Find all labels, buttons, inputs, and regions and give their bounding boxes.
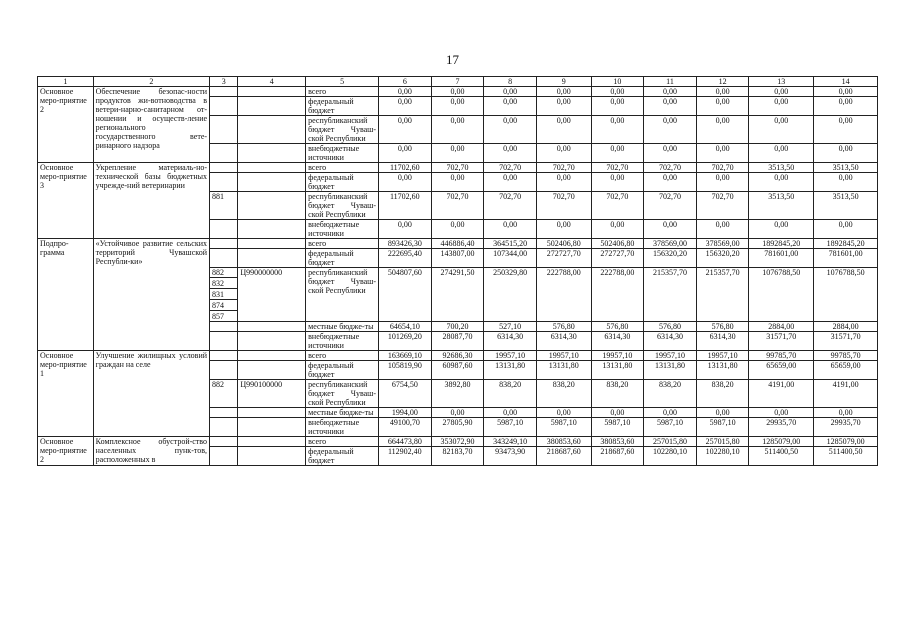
amount-cell: 222695,40 xyxy=(379,249,432,268)
amount-cell: 156320,20 xyxy=(696,249,749,268)
amount-cell: 838,20 xyxy=(536,380,591,408)
column-header-1: 1 xyxy=(38,77,94,87)
amount-cell: 99785,70 xyxy=(814,351,878,361)
department-code xyxy=(210,322,238,332)
amount-cell: 3513,50 xyxy=(814,192,878,220)
column-header-10: 10 xyxy=(591,77,644,87)
target-code xyxy=(238,173,306,192)
amount-cell: 0,00 xyxy=(536,97,591,116)
measure-name: Основное меро-приятие 3 xyxy=(38,163,94,239)
amount-cell: 0,00 xyxy=(484,408,537,418)
amount-cell: 143807,00 xyxy=(431,249,484,268)
funding-source: всего xyxy=(306,351,379,361)
amount-cell: 0,00 xyxy=(536,220,591,239)
table-row xyxy=(38,239,878,249)
amount-cell: 218687,60 xyxy=(536,447,591,466)
column-header-12: 12 xyxy=(696,77,749,87)
amount-cell: 0,00 xyxy=(591,116,644,144)
measure-description: Комплексное обустрой-ство населенных пунк-тов, расположенных в xyxy=(93,437,209,466)
amount-cell: 0,00 xyxy=(749,144,814,163)
amount-cell: 0,00 xyxy=(379,144,432,163)
amount-cell: 6314,30 xyxy=(591,332,644,351)
funding-source: всего xyxy=(306,163,379,173)
amount-cell: 0,00 xyxy=(696,220,749,239)
amount-cell: 105819,90 xyxy=(379,361,432,380)
column-header-5: 5 xyxy=(306,77,379,87)
amount-cell: 6754,50 xyxy=(379,380,432,408)
department-code xyxy=(210,447,238,466)
amount-cell: 380853,60 xyxy=(591,437,644,447)
target-code xyxy=(238,322,306,332)
amount-cell: 107344,00 xyxy=(484,249,537,268)
amount-cell: 6314,30 xyxy=(644,332,697,351)
target-code xyxy=(238,144,306,163)
amount-cell: 102280,10 xyxy=(644,447,697,466)
amount-cell: 702,70 xyxy=(696,163,749,173)
amount-cell: 19957,10 xyxy=(591,351,644,361)
department-code-value: 882 xyxy=(212,268,225,277)
target-code: Ц990100000 xyxy=(238,380,306,408)
measure-name: Подпро-грамма xyxy=(38,239,94,351)
amount-cell: 0,00 xyxy=(379,87,432,97)
amount-cell: 838,20 xyxy=(484,380,537,408)
measure-description: Обеспечение безопас-ности продуктов жи-вотноводства в ветери-нарно-санитарном от-ношении и осуществ-ление регионального государственного вете-ринарного надзора xyxy=(93,87,209,163)
funding-source: федеральный бюджет xyxy=(306,97,379,116)
department-code-value: 832 xyxy=(210,277,237,288)
amount-cell: 702,70 xyxy=(591,163,644,173)
amount-cell: 446886,40 xyxy=(431,239,484,249)
target-code xyxy=(238,116,306,144)
amount-cell: 65659,00 xyxy=(749,361,814,380)
target-code xyxy=(238,239,306,249)
amount-cell: 1994,00 xyxy=(379,408,432,418)
department-code-value: 881 xyxy=(212,192,225,201)
amount-cell: 0,00 xyxy=(431,173,484,192)
funding-source: федеральный бюджет xyxy=(306,361,379,380)
department-code xyxy=(210,239,238,249)
funding-source: всего xyxy=(306,437,379,447)
amount-cell: 0,00 xyxy=(536,408,591,418)
amount-cell: 0,00 xyxy=(644,408,697,418)
funding-source: внебюджетные источники xyxy=(306,418,379,437)
amount-cell: 3513,50 xyxy=(749,163,814,173)
amount-cell: 0,00 xyxy=(696,144,749,163)
target-code xyxy=(238,163,306,173)
amount-cell: 215357,70 xyxy=(696,268,749,322)
amount-cell: 60987,60 xyxy=(431,361,484,380)
amount-cell: 0,00 xyxy=(484,87,537,97)
department-code xyxy=(210,418,238,437)
amount-cell: 13131,80 xyxy=(591,361,644,380)
amount-cell: 29935,70 xyxy=(749,418,814,437)
amount-cell: 0,00 xyxy=(484,116,537,144)
amount-cell: 502406,80 xyxy=(536,239,591,249)
amount-cell: 2884,00 xyxy=(749,322,814,332)
amount-cell: 5987,10 xyxy=(696,418,749,437)
amount-cell: 6314,30 xyxy=(696,332,749,351)
amount-cell: 838,20 xyxy=(696,380,749,408)
funding-source: республиканский бюджет Чуваш-ской Республики xyxy=(306,380,379,408)
column-header-3: 3 xyxy=(210,77,238,87)
column-header-6: 6 xyxy=(379,77,432,87)
amount-cell: 0,00 xyxy=(814,87,878,97)
department-code xyxy=(210,380,238,408)
amount-cell: 99785,70 xyxy=(749,351,814,361)
amount-cell: 364515,20 xyxy=(484,239,537,249)
amount-cell: 0,00 xyxy=(814,408,878,418)
amount-cell: 5987,10 xyxy=(536,418,591,437)
amount-cell: 702,70 xyxy=(644,163,697,173)
amount-cell: 0,00 xyxy=(591,408,644,418)
amount-cell: 0,00 xyxy=(484,97,537,116)
amount-cell: 664473,80 xyxy=(379,437,432,447)
amount-cell: 576,80 xyxy=(644,322,697,332)
funding-source: местные бюдже-ты xyxy=(306,322,379,332)
department-code xyxy=(210,192,238,220)
amount-cell: 257015,80 xyxy=(644,437,697,447)
amount-cell: 502406,80 xyxy=(591,239,644,249)
amount-cell: 343249,10 xyxy=(484,437,537,447)
funding-source: всего xyxy=(306,239,379,249)
amount-cell: 4191,00 xyxy=(814,380,878,408)
amount-cell: 0,00 xyxy=(591,87,644,97)
amount-cell: 0,00 xyxy=(814,97,878,116)
amount-cell: 3513,50 xyxy=(749,192,814,220)
funding-source: внебюджетные источники xyxy=(306,332,379,351)
amount-cell: 49100,70 xyxy=(379,418,432,437)
amount-cell: 378569,00 xyxy=(644,239,697,249)
amount-cell: 112902,40 xyxy=(379,447,432,466)
amount-cell: 11702,60 xyxy=(379,163,432,173)
amount-cell: 0,00 xyxy=(591,173,644,192)
department-code-value: 882 xyxy=(212,380,225,389)
column-header-13: 13 xyxy=(749,77,814,87)
amount-cell: 0,00 xyxy=(814,220,878,239)
amount-cell: 0,00 xyxy=(484,144,537,163)
amount-cell: 0,00 xyxy=(749,220,814,239)
amount-cell: 257015,80 xyxy=(696,437,749,447)
amount-cell: 28087,70 xyxy=(431,332,484,351)
amount-cell: 0,00 xyxy=(749,97,814,116)
funding-source: республиканский бюджет Чуваш-ской Республики xyxy=(306,268,379,322)
column-header-8: 8 xyxy=(484,77,537,87)
amount-cell: 702,70 xyxy=(431,192,484,220)
department-code xyxy=(210,437,238,447)
target-code xyxy=(238,249,306,268)
funding-source: всего xyxy=(306,87,379,97)
amount-cell: 0,00 xyxy=(591,97,644,116)
column-header-7: 7 xyxy=(431,77,484,87)
amount-cell: 380853,60 xyxy=(536,437,591,447)
measure-name: Основное меро-приятие 2 xyxy=(38,87,94,163)
amount-cell: 0,00 xyxy=(431,116,484,144)
amount-cell: 0,00 xyxy=(431,144,484,163)
amount-cell: 0,00 xyxy=(536,87,591,97)
target-code xyxy=(238,408,306,418)
column-header-11: 11 xyxy=(644,77,697,87)
amount-cell: 702,70 xyxy=(644,192,697,220)
funding-source: внебюджетные источники xyxy=(306,144,379,163)
department-code xyxy=(210,144,238,163)
amount-cell: 0,00 xyxy=(484,173,537,192)
column-header-2: 2 xyxy=(93,77,209,87)
amount-cell: 702,70 xyxy=(536,192,591,220)
amount-cell: 378569,00 xyxy=(696,239,749,249)
amount-cell: 0,00 xyxy=(644,87,697,97)
amount-cell: 0,00 xyxy=(644,97,697,116)
amount-cell: 19957,10 xyxy=(644,351,697,361)
amount-cell: 163669,10 xyxy=(379,351,432,361)
amount-cell: 838,20 xyxy=(591,380,644,408)
amount-cell: 0,00 xyxy=(431,220,484,239)
amount-cell: 0,00 xyxy=(749,87,814,97)
amount-cell: 19957,10 xyxy=(484,351,537,361)
amount-cell: 82183,70 xyxy=(431,447,484,466)
amount-cell: 64654,10 xyxy=(379,322,432,332)
amount-cell: 274291,50 xyxy=(431,268,484,322)
department-code xyxy=(210,249,238,268)
column-header-4: 4 xyxy=(238,77,306,87)
amount-cell: 0,00 xyxy=(644,220,697,239)
amount-cell: 4191,00 xyxy=(749,380,814,408)
amount-cell: 576,80 xyxy=(536,322,591,332)
amount-cell: 5987,10 xyxy=(644,418,697,437)
amount-cell: 101269,20 xyxy=(379,332,432,351)
funding-source: федеральный бюджет xyxy=(306,447,379,466)
amount-cell: 1285079,00 xyxy=(814,437,878,447)
amount-cell: 222788,00 xyxy=(536,268,591,322)
amount-cell: 576,80 xyxy=(591,322,644,332)
amount-cell: 0,00 xyxy=(379,116,432,144)
department-code xyxy=(210,220,238,239)
amount-cell: 0,00 xyxy=(696,408,749,418)
column-header-14: 14 xyxy=(814,77,878,87)
amount-cell: 702,70 xyxy=(484,163,537,173)
amount-cell: 3513,50 xyxy=(814,163,878,173)
measure-description: Укрепление материаль-но-технической базы бюджетных учрежде-ний ветеринарии xyxy=(93,163,209,239)
department-code xyxy=(210,116,238,144)
amount-cell: 0,00 xyxy=(814,144,878,163)
amount-cell: 0,00 xyxy=(814,173,878,192)
funding-source: федеральный бюджет xyxy=(306,173,379,192)
funding-source: федеральный бюджет xyxy=(306,249,379,268)
target-code xyxy=(238,87,306,97)
amount-cell: 702,70 xyxy=(591,192,644,220)
table-row xyxy=(38,351,878,361)
amount-cell: 353072,90 xyxy=(431,437,484,447)
target-code: Ц990000000 xyxy=(238,268,306,322)
department-code-value: 857 xyxy=(210,310,237,321)
amount-cell: 218687,60 xyxy=(591,447,644,466)
amount-cell: 0,00 xyxy=(431,87,484,97)
amount-cell: 0,00 xyxy=(536,116,591,144)
amount-cell: 65659,00 xyxy=(814,361,878,380)
amount-cell: 156320,20 xyxy=(644,249,697,268)
target-code xyxy=(238,418,306,437)
amount-cell: 3892,80 xyxy=(431,380,484,408)
amount-cell: 1076788,50 xyxy=(749,268,814,322)
target-code xyxy=(238,220,306,239)
amount-cell: 31571,70 xyxy=(749,332,814,351)
measure-name: Основное меро-приятие 2 xyxy=(38,437,94,466)
department-code xyxy=(210,332,238,351)
target-code xyxy=(238,97,306,116)
amount-cell: 0,00 xyxy=(644,173,697,192)
amount-cell: 702,70 xyxy=(696,192,749,220)
header-row xyxy=(38,77,878,87)
amount-cell: 102280,10 xyxy=(696,447,749,466)
amount-cell: 0,00 xyxy=(379,97,432,116)
amount-cell: 92686,30 xyxy=(431,351,484,361)
table-row xyxy=(38,87,878,97)
amount-cell: 19957,10 xyxy=(536,351,591,361)
amount-cell: 5987,10 xyxy=(591,418,644,437)
amount-cell: 1892845,20 xyxy=(749,239,814,249)
amount-cell: 1892845,20 xyxy=(814,239,878,249)
amount-cell: 0,00 xyxy=(644,144,697,163)
amount-cell: 702,70 xyxy=(431,163,484,173)
amount-cell: 2884,00 xyxy=(814,322,878,332)
amount-cell: 0,00 xyxy=(379,173,432,192)
amount-cell: 215357,70 xyxy=(644,268,697,322)
department-code-value: 831 xyxy=(210,288,237,299)
amount-cell: 0,00 xyxy=(431,408,484,418)
department-code xyxy=(210,97,238,116)
amount-cell: 29935,70 xyxy=(814,418,878,437)
amount-cell: 5987,10 xyxy=(484,418,537,437)
amount-cell: 27805,90 xyxy=(431,418,484,437)
amount-cell: 781601,00 xyxy=(814,249,878,268)
department-code xyxy=(210,408,238,418)
amount-cell: 6314,30 xyxy=(484,332,537,351)
budget-table xyxy=(37,76,878,466)
amount-cell: 0,00 xyxy=(591,220,644,239)
department-code xyxy=(210,87,238,97)
amount-cell: 250329,80 xyxy=(484,268,537,322)
amount-cell: 1076788,50 xyxy=(814,268,878,322)
department-code-value: 874 xyxy=(210,299,237,310)
amount-cell: 11702,60 xyxy=(379,192,432,220)
amount-cell: 0,00 xyxy=(536,173,591,192)
amount-cell: 0,00 xyxy=(749,173,814,192)
amount-cell: 0,00 xyxy=(431,97,484,116)
amount-cell: 504807,60 xyxy=(379,268,432,322)
target-code xyxy=(238,332,306,351)
amount-cell: 0,00 xyxy=(484,220,537,239)
amount-cell: 511400,50 xyxy=(814,447,878,466)
department-code xyxy=(210,173,238,192)
amount-cell: 13131,80 xyxy=(536,361,591,380)
amount-cell: 6314,30 xyxy=(536,332,591,351)
amount-cell: 700,20 xyxy=(431,322,484,332)
funding-source: местные бюдже-ты xyxy=(306,408,379,418)
amount-cell: 222788,00 xyxy=(591,268,644,322)
amount-cell: 31571,70 xyxy=(814,332,878,351)
column-header-9: 9 xyxy=(536,77,591,87)
amount-cell: 511400,50 xyxy=(749,447,814,466)
amount-cell: 0,00 xyxy=(536,144,591,163)
measure-name: Основное меро-приятие 1 xyxy=(38,351,94,437)
amount-cell: 0,00 xyxy=(591,144,644,163)
target-code xyxy=(238,351,306,361)
amount-cell: 0,00 xyxy=(379,220,432,239)
target-code xyxy=(238,192,306,220)
amount-cell: 893426,30 xyxy=(379,239,432,249)
amount-cell: 13131,80 xyxy=(696,361,749,380)
amount-cell: 272727,70 xyxy=(536,249,591,268)
department-code xyxy=(210,163,238,173)
amount-cell: 1285079,00 xyxy=(749,437,814,447)
amount-cell: 527,10 xyxy=(484,322,537,332)
funding-source: внебюджетные источники xyxy=(306,220,379,239)
amount-cell: 272727,70 xyxy=(591,249,644,268)
page-number: 17 xyxy=(446,52,459,67)
funding-source: республиканский бюджет Чуваш-ской Республики xyxy=(306,192,379,220)
amount-cell: 576,80 xyxy=(696,322,749,332)
amount-cell: 0,00 xyxy=(696,87,749,97)
amount-cell: 0,00 xyxy=(644,116,697,144)
table-row xyxy=(38,437,878,447)
amount-cell: 93473,90 xyxy=(484,447,537,466)
funding-source: республиканский бюджет Чуваш-ской Республики xyxy=(306,116,379,144)
amount-cell: 19957,10 xyxy=(696,351,749,361)
amount-cell: 781601,00 xyxy=(749,249,814,268)
amount-cell: 13131,80 xyxy=(484,361,537,380)
amount-cell: 0,00 xyxy=(696,173,749,192)
amount-cell: 702,70 xyxy=(536,163,591,173)
amount-cell: 0,00 xyxy=(696,116,749,144)
amount-cell: 13131,80 xyxy=(644,361,697,380)
amount-cell: 0,00 xyxy=(814,116,878,144)
amount-cell: 0,00 xyxy=(696,97,749,116)
table-row xyxy=(38,163,878,173)
amount-cell: 702,70 xyxy=(484,192,537,220)
measure-description: Улучшение жилищных условий граждан на селе xyxy=(93,351,209,437)
amount-cell: 0,00 xyxy=(749,408,814,418)
department-code xyxy=(210,351,238,361)
target-code xyxy=(238,437,306,447)
measure-description: «Устойчивое развитие сельских территорий Чувашской Республи-ки» xyxy=(93,239,209,351)
department-code xyxy=(210,361,238,380)
target-code xyxy=(238,361,306,380)
target-code xyxy=(238,447,306,466)
department-code xyxy=(210,268,238,322)
amount-cell: 838,20 xyxy=(644,380,697,408)
amount-cell: 0,00 xyxy=(749,116,814,144)
